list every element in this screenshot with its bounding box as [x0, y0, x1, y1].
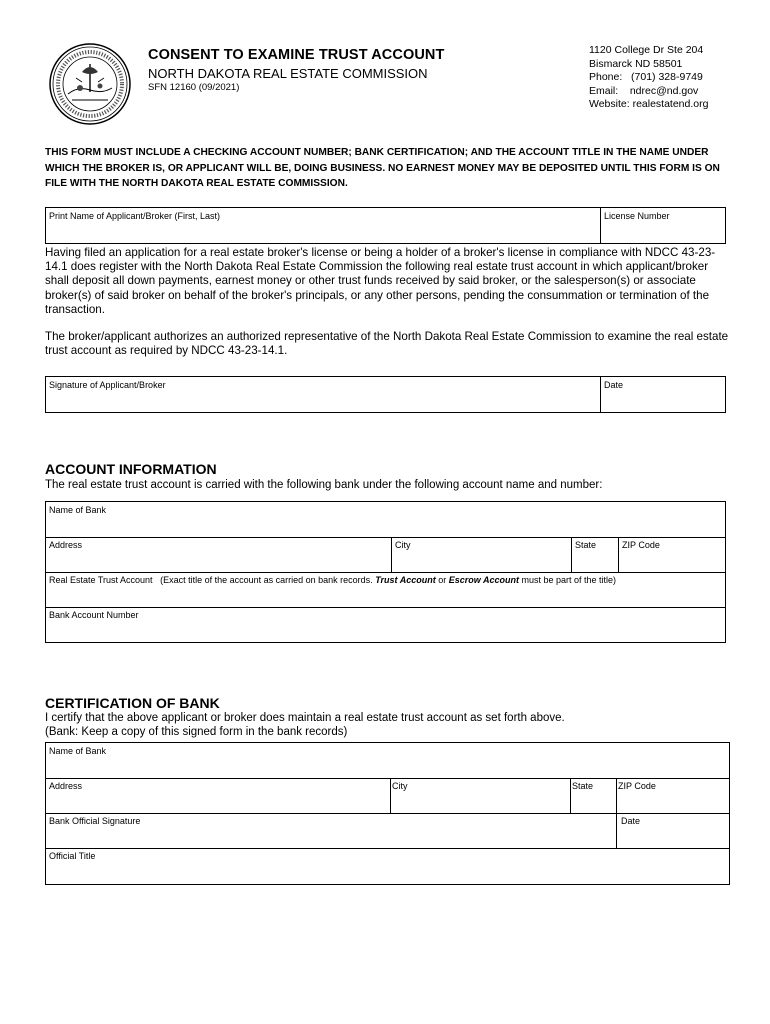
certification-statement: I certify that the above applicant or broker does maintain a real estate trust account as set forth above. [45, 712, 565, 724]
bank-official-signature-label: Bank Official Signature [49, 816, 141, 826]
account-address-label: Address [49, 540, 83, 550]
signature-date-label: Date [604, 380, 624, 390]
signature-date-field[interactable] [601, 377, 725, 412]
account-address-field[interactable] [46, 538, 391, 572]
applicant-name-field[interactable] [46, 208, 600, 243]
trust-note-post: must be part of the title) [521, 575, 617, 585]
certification-note: (Bank: Keep a copy of this signed form in the bank records) [45, 726, 348, 738]
cert-state-field[interactable] [571, 779, 616, 813]
trust-account-title: Real Estate Trust Account [49, 575, 153, 585]
account-city-label: City [395, 540, 411, 550]
form-title: CONSENT TO EXAMINE TRUST ACCOUNT [148, 47, 445, 63]
trust-note-bold1: Trust Account [375, 575, 436, 585]
cert-date-label: Date [621, 816, 641, 826]
authorization-paragraph: The broker/applicant authorizes an authorized representative of the North Dakota Real Estate Commission to examine the real estate trust account as required by NDCC 43-23-14.1. [45, 330, 729, 358]
cert-city-field[interactable] [391, 779, 570, 813]
account-city-field[interactable] [392, 538, 571, 572]
warning-notice: THIS FORM MUST INCLUDE A CHECKING ACCOUNT NUMBER; BANK CERTIFICATION; AND THE ACCOUNT TITLE IN THE NAME UNDER WHICH THE BROKER IS, OR APPLICANT WILL BE, DOING BUSINESS. NO EARNEST MONEY MAY BE DEPOSITED UNTIL THIS FORM IS ON FILE WITH THE NORTH DAKOTA REAL ESTATE COMMISSION. [45, 147, 720, 189]
trust-account-field[interactable] [46, 586, 725, 607]
contact-address: 1120 College Dr Ste 204 [589, 44, 704, 56]
contact-phone: Phone: (701) 328-9749 [589, 71, 703, 84]
contact-website: Website: realestatend.org [589, 98, 709, 111]
cert-zip-label: ZIP Code [618, 781, 656, 791]
account-info-heading: ACCOUNT INFORMATION [45, 461, 217, 477]
registration-paragraph: Having filed an application for a real estate broker's license or being a holder of a broker's license in compliance with NDCC 43-23-14.1 does register with the North Dakota Real Estate Commission the following real estate trust account in which applicant/broker shall deposit all down payments, earnest money or other trust funds received by said broker, or the salesperson(s) or associate broker(s) of said broker on behalf of the broker's principals, or any other persons, pending the consummation or termination of the transaction. [45, 246, 716, 316]
certification-heading: CERTIFICATION OF BANK [45, 695, 220, 711]
bank-account-number-label: Bank Account Number [49, 610, 139, 620]
account-info-intro: The real estate trust account is carried with the following bank under the following account name and number: [45, 479, 603, 491]
bank-account-number-field[interactable] [46, 608, 725, 642]
signature-box [45, 376, 726, 413]
account-bank-name-label: Name of Bank [49, 505, 107, 515]
account-state-field[interactable] [572, 538, 618, 572]
certification-table [45, 742, 730, 885]
form-number: SFN 12160 (09/2021) [148, 82, 240, 93]
trust-account-label [49, 575, 616, 585]
official-title-label: Official Title [49, 851, 96, 861]
contact-email: Email: ndrec@nd.gov [589, 84, 699, 97]
account-state-label: State [575, 540, 597, 550]
license-number-label: License Number [604, 211, 670, 221]
agency-name: NORTH DAKOTA REAL ESTATE COMMISSION [148, 66, 428, 81]
cert-date-field[interactable] [617, 814, 729, 848]
cert-city-label: City [392, 781, 408, 791]
cert-address-field[interactable] [46, 779, 390, 813]
applicant-box [45, 207, 726, 244]
applicant-signature-field[interactable] [46, 377, 600, 412]
account-bank-name-field[interactable] [46, 502, 725, 537]
applicant-signature-label: Signature of Applicant/Broker [49, 380, 166, 390]
official-title-field[interactable] [46, 849, 729, 884]
applicant-name-label: Print Name of Applicant/Broker (First, Last) [49, 211, 221, 221]
bank-official-signature-field[interactable] [46, 814, 616, 848]
trust-note-pre: (Exact title of the account as carried on bank records. [160, 575, 373, 585]
trust-note-bold2: Escrow Account [448, 575, 519, 585]
state-seal-icon [48, 42, 132, 126]
cert-state-label: State [572, 781, 594, 791]
cert-bank-name-label: Name of Bank [49, 746, 107, 756]
cert-bank-name-field[interactable] [46, 743, 729, 778]
license-number-field[interactable] [601, 208, 725, 243]
row-divider [46, 572, 725, 573]
contact-block [589, 44, 708, 112]
account-zip-field[interactable] [619, 538, 725, 572]
trust-note-or: or [438, 575, 447, 585]
cert-address-label: Address [49, 781, 83, 791]
contact-city: Bismarck ND 58501 [589, 57, 683, 70]
cert-zip-field[interactable] [617, 779, 729, 813]
account-info-table [45, 501, 726, 643]
account-zip-label: ZIP Code [622, 540, 660, 550]
